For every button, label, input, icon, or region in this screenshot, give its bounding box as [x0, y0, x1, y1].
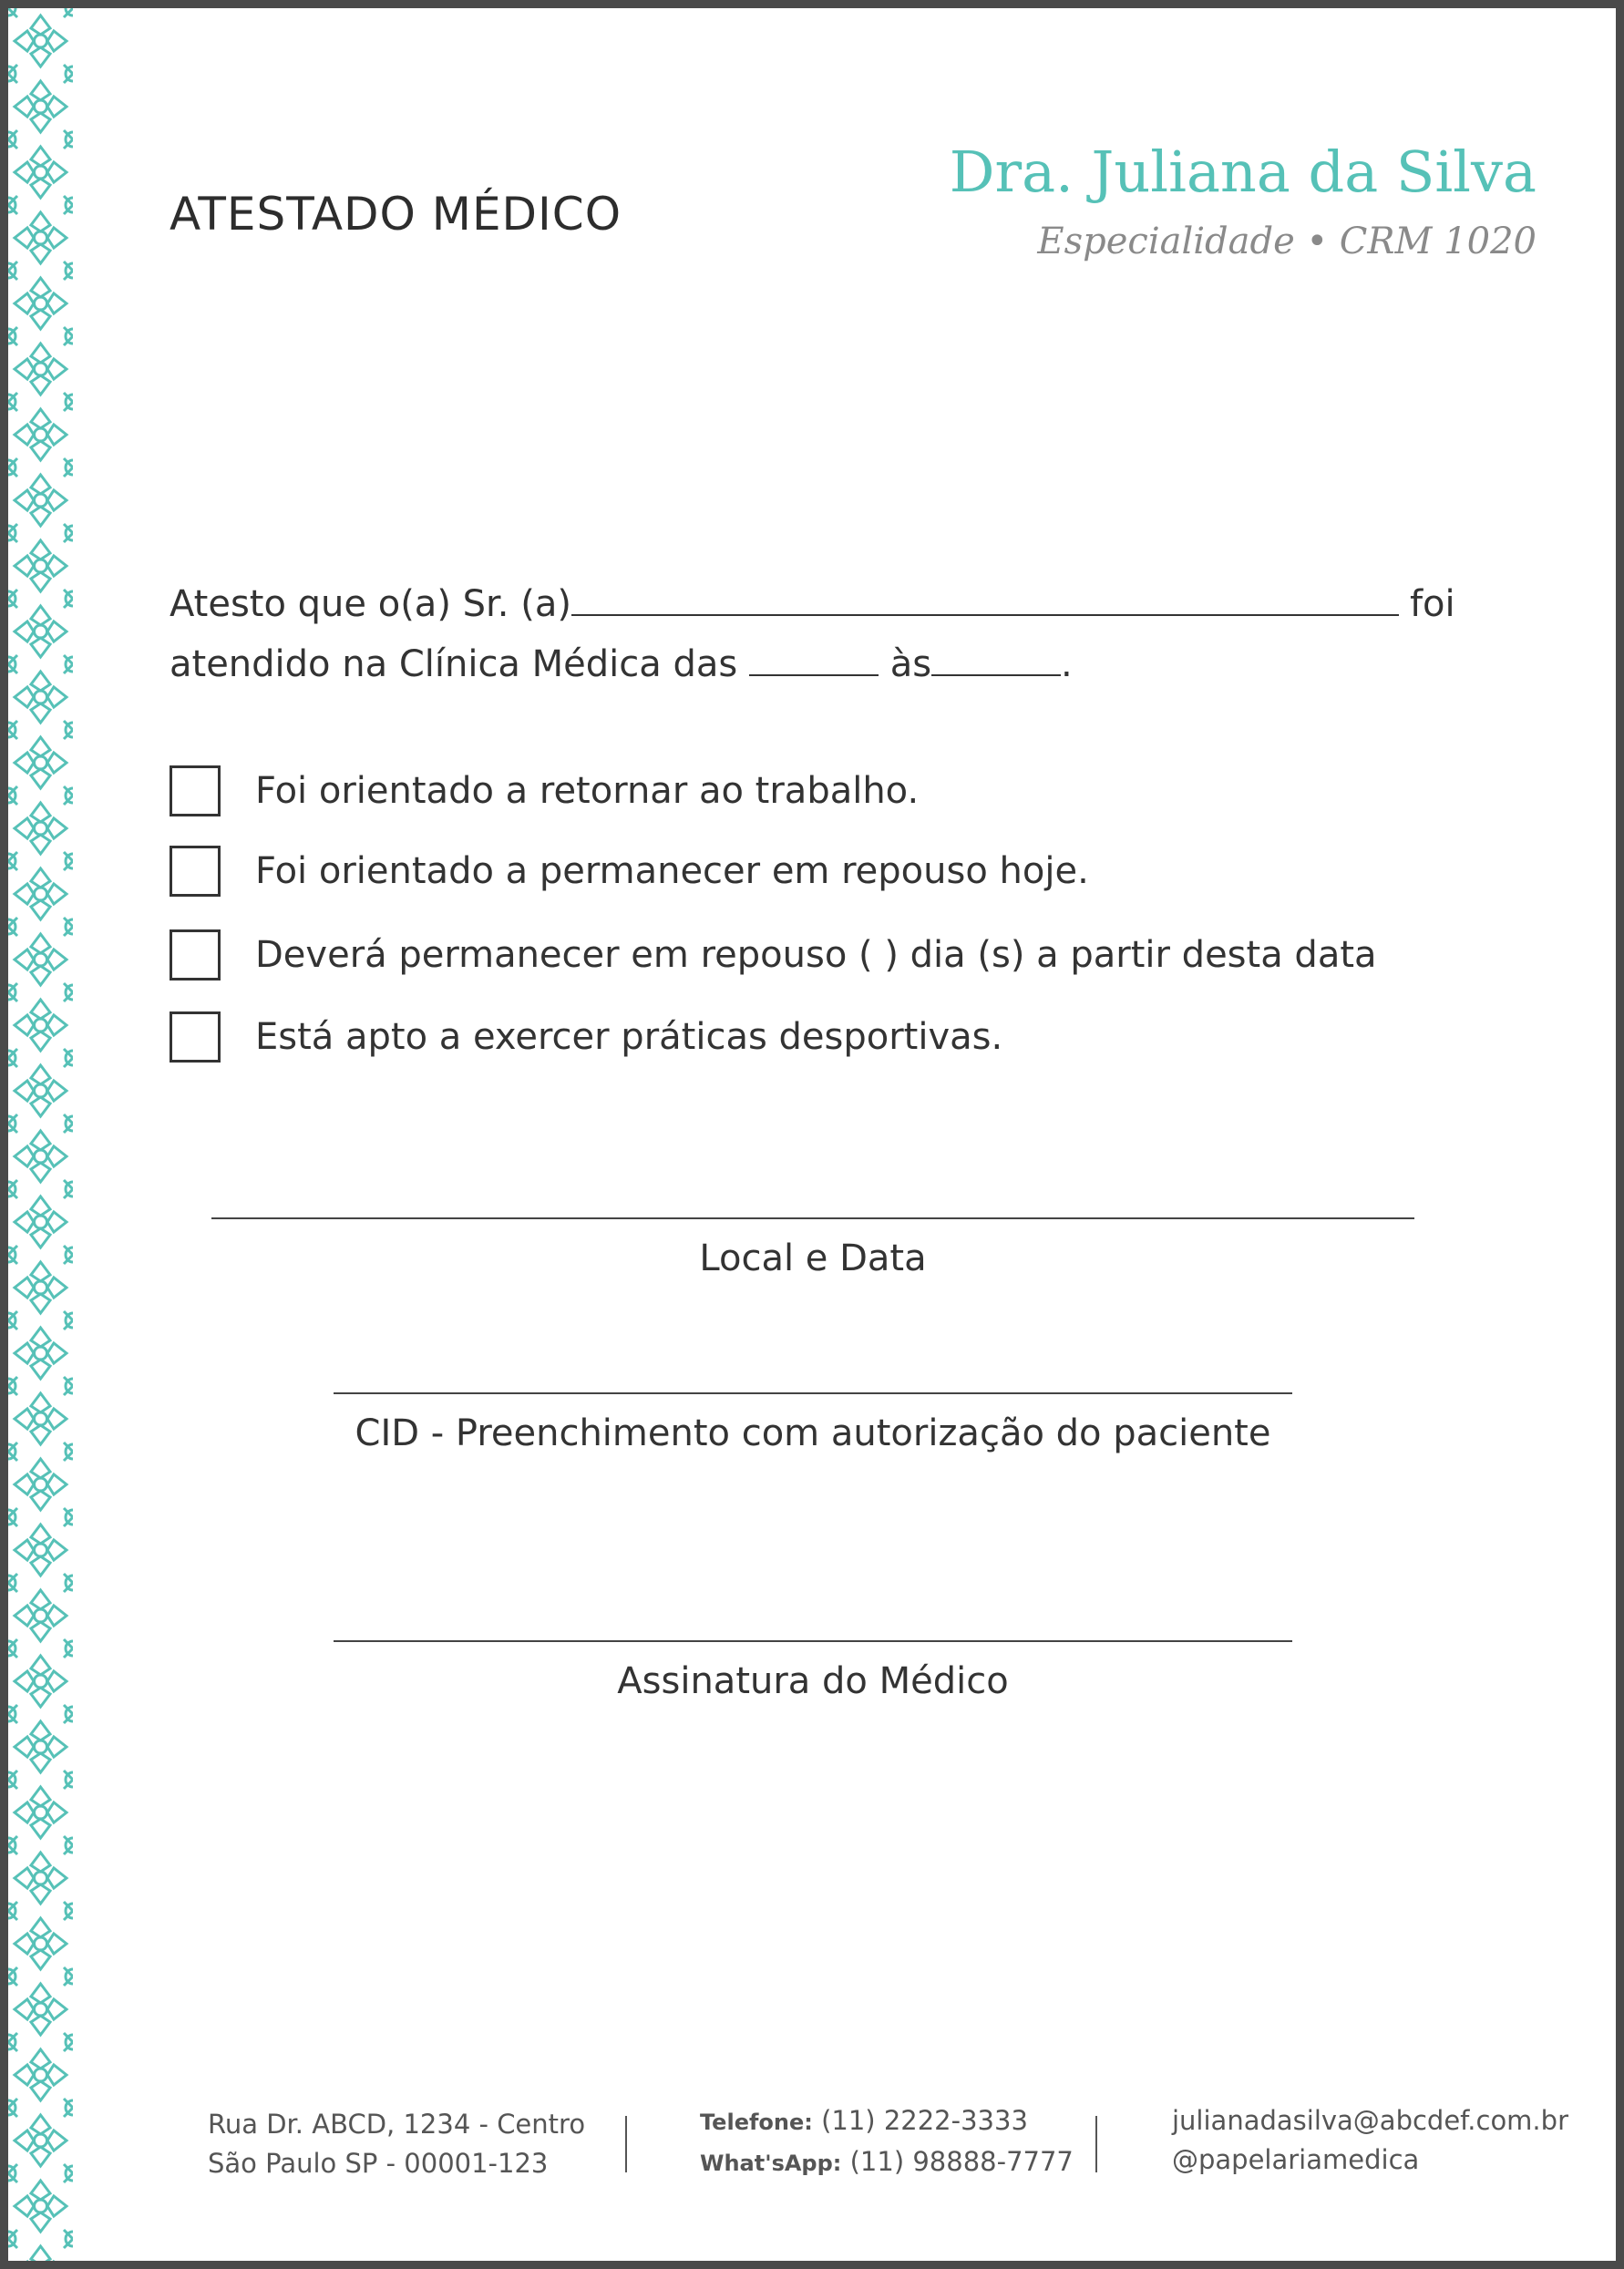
- footer-divider: [1095, 2116, 1097, 2172]
- attest-line-2: [170, 643, 1073, 685]
- signature-caption: Assinatura do Médico: [617, 1660, 1009, 1702]
- email-link[interactable]: julianadasilva@abcdef.com.br: [1172, 2105, 1568, 2136]
- checkbox[interactable]: [170, 929, 221, 980]
- whatsapp-value: (11) 98888-7777: [849, 2146, 1074, 2177]
- clinic-text: atendido na Clínica Médica das: [170, 643, 738, 685]
- checklist-item: [170, 765, 919, 816]
- attest-suffix: foi: [1409, 583, 1455, 625]
- time-to-label: às: [889, 643, 932, 685]
- checkbox[interactable]: [170, 765, 221, 816]
- whatsapp-label: What'sApp:: [700, 2151, 842, 2176]
- checklist-item: [170, 929, 1377, 980]
- local-data-caption: Local e Data: [699, 1237, 927, 1279]
- doctor-subtitle: Especialidade • CRM 1020: [1037, 221, 1537, 262]
- checkbox[interactable]: [170, 846, 221, 897]
- address-line-2: São Paulo SP - 00001-123: [208, 2148, 549, 2179]
- checklist-label: Está apto a exercer práticas desportivas.: [255, 1016, 1003, 1058]
- checklist-label: Deverá permanecer em repouso ( ) dia (s) a partir desta data: [255, 934, 1377, 976]
- footer-contacts: [700, 2101, 1074, 2183]
- time-to-field[interactable]: [931, 643, 1061, 676]
- local-data-line[interactable]: [211, 1217, 1414, 1219]
- address-line-1: Rua Dr. ABCD, 1234 - Centro: [208, 2109, 586, 2140]
- checklist-label: Foi orientado a permanecer em repouso hoje.: [255, 850, 1089, 892]
- line-end-period: .: [1061, 643, 1073, 685]
- cid-caption: CID - Preenchimento com autorização do paciente: [355, 1412, 1271, 1454]
- cid-line[interactable]: [334, 1392, 1292, 1394]
- checklist-label: Foi orientado a retornar ao trabalho.: [255, 770, 920, 812]
- doctor-name: Dra. Juliana da Silva: [949, 139, 1537, 205]
- checklist-item: [170, 1011, 1002, 1063]
- signature-line[interactable]: [334, 1640, 1292, 1642]
- phone-label: Telefone:: [700, 2110, 813, 2135]
- footer-divider: [625, 2116, 627, 2172]
- patient-name-field[interactable]: [571, 583, 1399, 616]
- footer-online: [1172, 2101, 1568, 2180]
- checklist-item: [170, 846, 1089, 897]
- phone-value: (11) 2222-3333: [821, 2105, 1028, 2136]
- time-from-field[interactable]: [749, 643, 879, 676]
- attest-prefix: Atesto que o(a) Sr. (a): [170, 583, 571, 625]
- document-title: ATESTADO MÉDICO: [170, 188, 622, 241]
- social-handle[interactable]: @papelariamedica: [1172, 2144, 1420, 2175]
- attest-line-1: [170, 583, 1455, 625]
- checkbox[interactable]: [170, 1011, 221, 1063]
- decorative-floral-border: [8, 8, 73, 2261]
- footer-address: [208, 2105, 585, 2183]
